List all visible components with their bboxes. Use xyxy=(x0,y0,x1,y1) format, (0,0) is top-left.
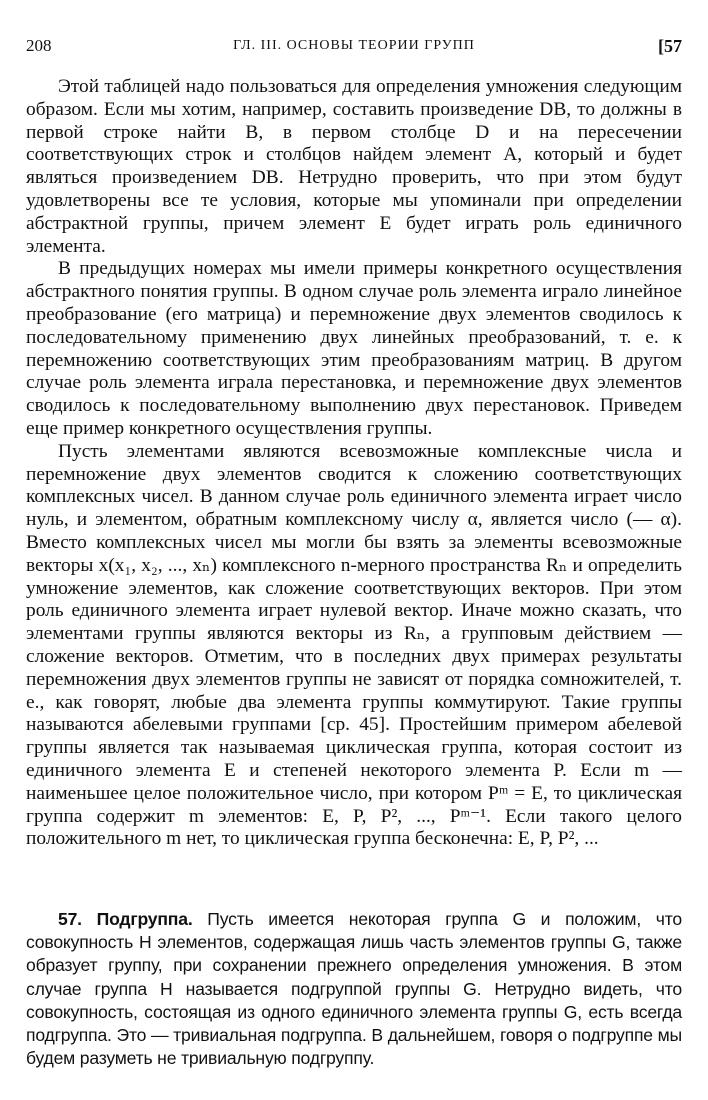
paragraph-abelian-groups: Пусть элементами являются всевозможные комплексные числа и перемножение двух элементов сводится к сложению соответствующих комплексных чисел. В данном случае роль единичного элемента играет число нуль, и элементом, обратным комплексному числу α, является число (— α). Вместо комплексных чисел мы могли бы взять за элементы всевозможные векторы x(x₁, x₂, ..., xₙ) комплексного n-мерного пространства Rₙ и определить умножение элементов, как сложение соответствующих векторов. При этом роль единичного элемента играет нулевой вектор. Иначе можно сказать, что элементами группы являются векторы из Rₙ, а групповым действием — сложение векторов. Отметим, что в последних двух примерах результаты перемножения двух элементов группы не зависят от порядка сомножителей, т. е., как говорят, любые два элемента группы коммутируют. Такие группы называются абелевыми группами [ср. 45]. Простейшим примером абелевой группы является так называемая циклическая группа, которая состоит из единичного элемента E и степеней некоторого элемента P. Если m — наименьшее целое положительное число, при котором Pᵐ = E, то циклическая группа содержит m элементов: E, P, P², ..., Pᵐ⁻¹. Если такого целого положительного m нет, то циклическая группа бесконечна: E, P, P², ... xyxy=(26,440,682,850)
section-57 xyxy=(26,908,682,1070)
body-text xyxy=(26,76,682,851)
paragraph-concrete-examples: В предыдущих номерах мы имели примеры конкретного осуществления абстрактного понятия группы. В одном случае роль элемента играло линейное преобразование (его матрица) и перемножение двух элементов сводилось к последовательному применению двух линейных преобразований, т. е. к перемножению соответствующих этим преобразованиям матриц. В другом случае роль элемента играла перестановка, и перемножение двух элементов сводилось к последовательному выполнению двух перестановок. Приведем еще пример конкретного осуществления группы. xyxy=(26,258,682,439)
section-title: Подгруппа. xyxy=(96,909,193,929)
paragraph-multiplication-table: Этой таблицей надо пользоваться для определения умножения следующим образом. Если мы хотим, например, составить произведение DB, то должны в первой строке найти B, в первом столбце D и на пересечении соответствующих строк и столбцов найдем элемент A, который и будет являться произведением DB. Нетрудно проверить, что при этом будут удовлетворены все те условия, которые мы упоминали при определении абстрактной группы, причем элемент E будет играть роль единичного элемента. xyxy=(26,76,682,257)
section-text: Пусть имеется некоторая группа G и положим, что совокупность H элементов, содержащая лишь часть элементов группы G, также образует группу, при сохранении прежнего определения умножения. В этом случае группа H называется подгруппой группы G. Нетрудно видеть, что совокупность, состоящая из одного единичного элемента группы G, есть всегда подгруппа. Это — тривиальная подгруппа. В дальнейшем, говоря о подгруппе мы будем разуметь не тривиальную подгруппу. xyxy=(26,909,682,1069)
section-paragraph xyxy=(26,908,682,1070)
section-reference: [57 xyxy=(658,36,682,56)
page-number: 208 xyxy=(26,36,52,55)
page-header xyxy=(26,36,682,62)
running-title: ГЛ. III. ОСНОВЫ ТЕОРИИ ГРУПП xyxy=(233,38,475,53)
book-page xyxy=(26,0,682,1100)
section-number: 57. xyxy=(58,909,82,929)
